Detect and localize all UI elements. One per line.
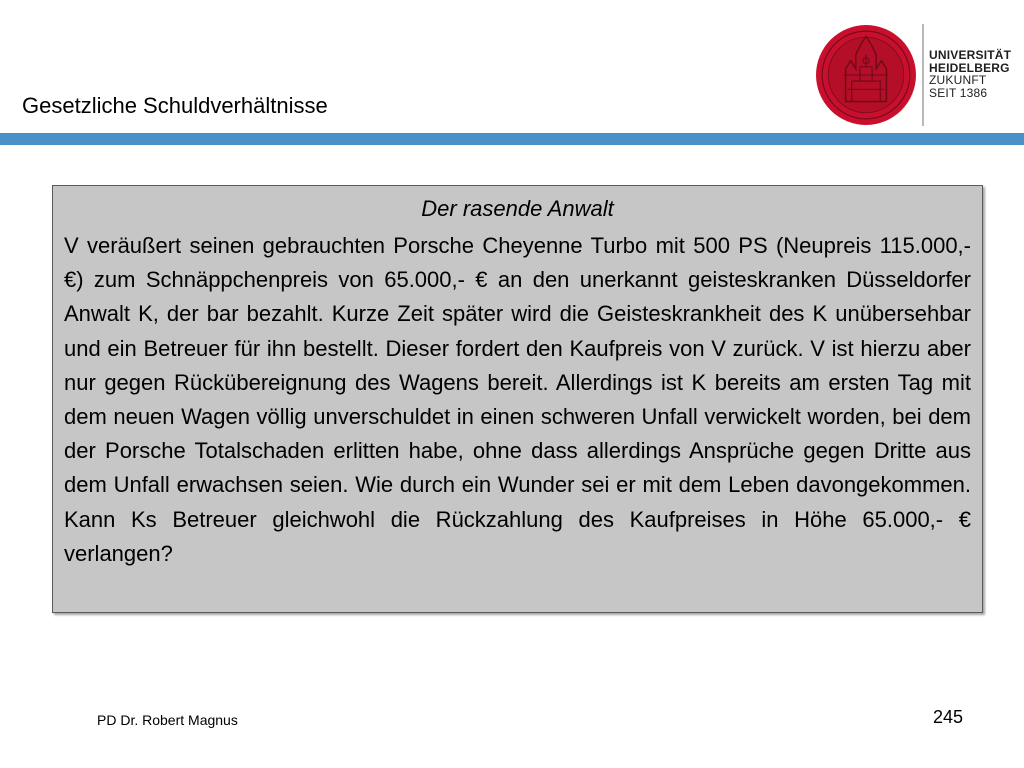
slide-title: Gesetzliche Schuldverhältnisse (22, 93, 328, 118)
logo-line-seit: SEIT 1386 (929, 85, 988, 100)
footer-author: PD Dr. Robert Magnus (97, 712, 238, 728)
page-number: 245 (932, 707, 963, 727)
logo-line-zukunft: ZUKUNFT (929, 73, 987, 87)
logo-line-university: UNIVERSITÄT (929, 48, 1012, 62)
case-text: V veräußert seinen gebrauchten Porsche Cheyenne Turbo mit 500 PS (Neupreis 115.000,- €) zum Schnäppchenpreis von 65.000,- € an den unerkannt geisteskranken Düsseldorfer Anwalt K, der bar bezahlt. Kurze Zeit später wird die Geisteskrankheit des K unübersehbar und ein Betreuer für ihn bestellt. Dieser fordert den Kaufpreis von V zurück. V ist hierzu aber nur gegen Rückübereignung des Wagens bereit. Allerdings ist K bereits am ersten Tag mit dem neuen Wagen völlig unverschuldet in einen schweren Unfall verwickelt worden, bei dem der Porsche Totalschaden erlitten habe, ohne dass allerdings Ansprüche gegen Dritte aus dem Unfall erwachsen seien. Wie durch ein Wunder sei er mit dem Leben davongekommen. Kann Ks Betreuer gleichwohl die Rückzahlung des Kaufpreises in Höhe 65.000,- € verlangen? (64, 233, 971, 566)
header-bar (0, 133, 1024, 145)
case-box (52, 185, 983, 613)
university-logo-text (929, 49, 1011, 99)
university-seal-icon (815, 24, 917, 126)
case-title: Der rasende Anwalt (421, 196, 614, 221)
logo-divider (922, 24, 924, 126)
logo-line-heidelberg: HEIDELBERG (929, 60, 1010, 75)
